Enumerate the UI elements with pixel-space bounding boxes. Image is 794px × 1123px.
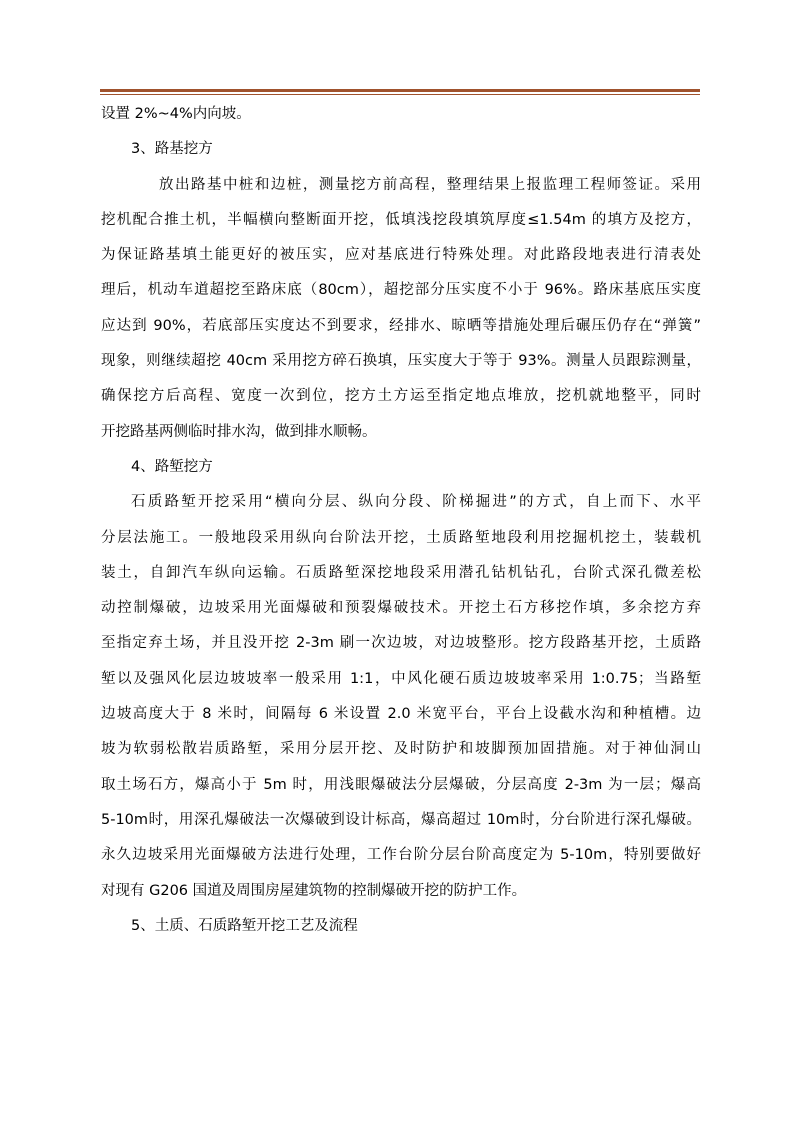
paragraph-line: 分层法施工。一般地段采用纵向台阶法开挖，土质路堑地段利用挖掘机挖土，装载机 [101, 529, 701, 546]
paragraph-line: 对现有 G206 国道及周围房屋建筑物的控制爆破开挖的防护工作。 [101, 882, 527, 899]
paragraph-line: 应达到 90%，若底部压实度达不到要求，经排水、晾晒等措施处理后碾压仍存在“弹簧” [101, 317, 701, 334]
section-heading-cut: 4、路堑挖方 [131, 458, 213, 475]
paragraph-line: 石质路堑开挖采用“横向分层、纵向分段、阶梯掘进”的方式，自上而下、水平 [131, 494, 701, 511]
section-heading-process: 5、土质、石质路堑开挖工艺及流程 [131, 917, 358, 934]
paragraph-line: 堑以及强风化层边坡坡率一般采用 1:1，中风化硬石质边坡坡率采用 1:0.75；当路堑 [101, 670, 701, 687]
paragraph-line: 挖机配合推土机，半幅横向整断面开挖，低填浅挖段填筑厚度≤1.54m 的填方及挖方， [101, 211, 701, 228]
paragraph-line: 动控制爆破，边坡采用光面爆破和预裂爆破技术。开挖土石方移挖作填，多余挖方弃 [101, 600, 701, 617]
header-rule-thin [100, 94, 700, 95]
header-rule [100, 89, 700, 92]
paragraph-line: 确保挖方后高程、宽度一次到位，挖方土方运至指定地点堆放，挖机就地整平，同时 [101, 388, 701, 405]
paragraph-line: 装土，自卸汽车纵向运输。石质路堑深挖地段采用潜孔钻机钻孔，台阶式深孔微差松 [101, 564, 701, 581]
paragraph-line: 放出路基中桩和边桩，测量挖方前高程，整理结果上报监理工程师签证。采用 [159, 176, 701, 193]
document-body [101, 97, 701, 944]
section-heading-excavation: 3、路基挖方 [131, 141, 213, 158]
paragraph-line: 5-10m时，用深孔爆破法一次爆破到设计标高，爆高超过 10m时，分台阶进行深孔爆破。 [101, 811, 701, 828]
paragraph-line: 开挖路基两侧临时排水沟，做到排水顺畅。 [101, 423, 377, 440]
paragraph-line: 理后，机动车道超挖至路床底（80cm），超挖部分压实度不小于 96%。路床基底压实度 [101, 282, 701, 299]
paragraph-line: 边坡高度大于 8 米时，间隔每 6 米设置 2.0 米宽平台，平台上设截水沟和种植槽。边 [101, 706, 701, 723]
paragraph-line: 现象，则继续超挖 40cm 采用挖方碎石换填，压实度大于等于 93%。测量人员跟踪测量， [101, 353, 701, 370]
paragraph-line: 设置 2%~4%内向坡。 [101, 106, 251, 122]
paragraph-line: 取土场石方，爆高小于 5m 时，用浅眼爆破法分层爆破，分层高度 2-3m 为一层；爆高 [101, 776, 701, 793]
paragraph-line: 为保证路基填土能更好的被压实，应对基底进行特殊处理。对此路段地表进行清表处 [101, 247, 701, 264]
paragraph-line: 至指定弃土场，并且没开挖 2-3m 刷一次边坡，对边坡整形。挖方段路基开挖，土质路 [101, 635, 701, 652]
paragraph-line: 坡为软弱松散岩质路堑，采用分层开挖、及时防护和坡脚预加固措施。对于神仙洞山 [101, 741, 701, 758]
paragraph-line: 永久边坡采用光面爆破方法进行处理，工作台阶分层台阶高度定为 5-10m，特别要做好 [101, 847, 701, 864]
